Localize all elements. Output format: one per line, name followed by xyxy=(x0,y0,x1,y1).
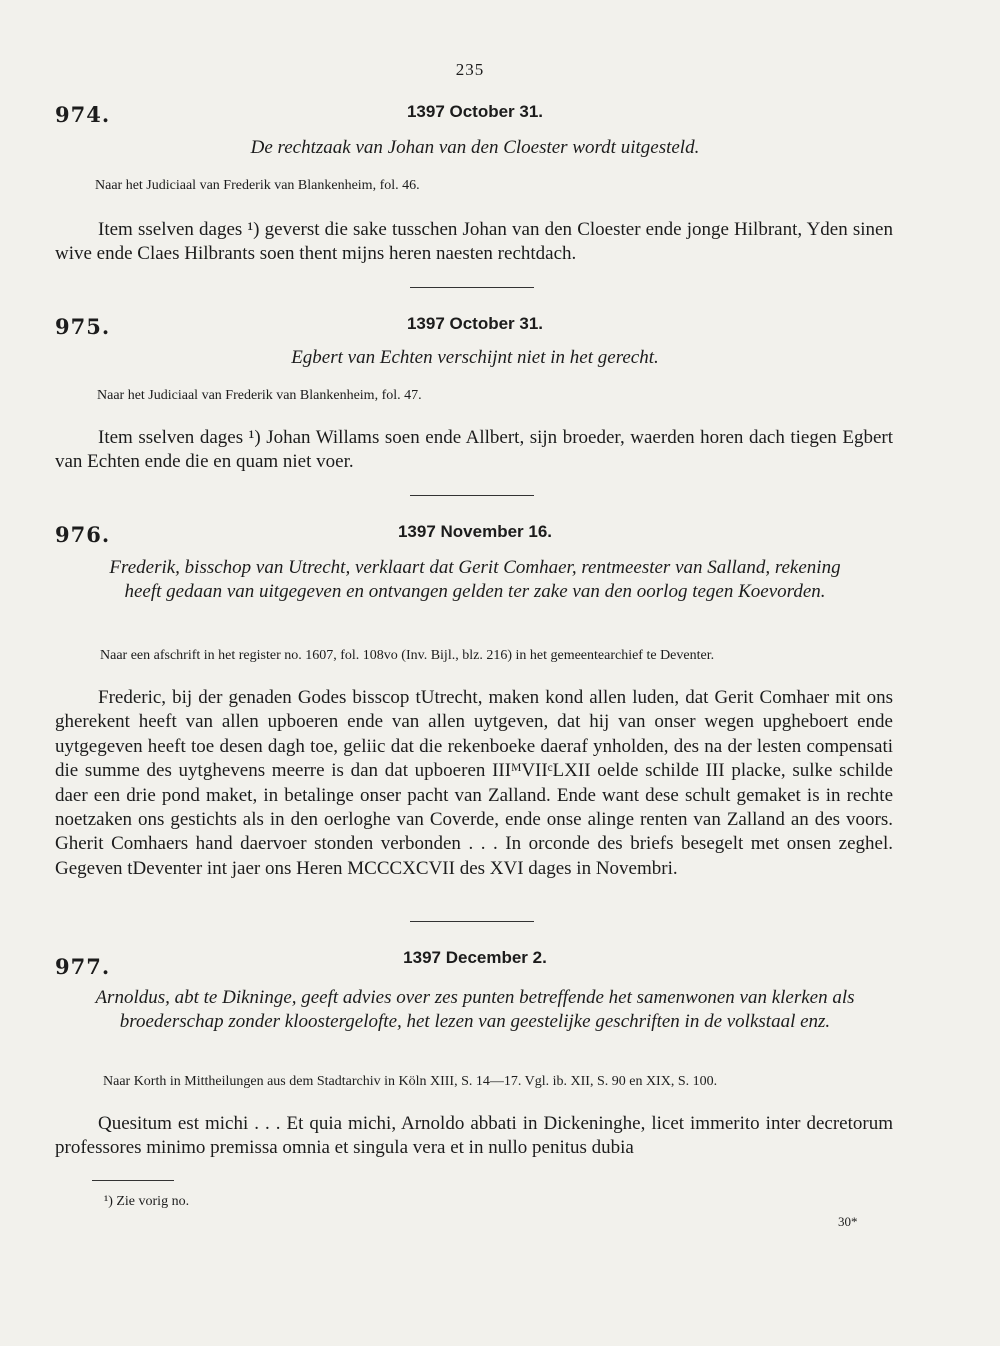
separator-rule xyxy=(410,495,534,496)
entry-date: 1397 November 16. xyxy=(397,522,553,541)
separator-rule xyxy=(410,921,534,922)
footnote: ¹) Zie vorig no. xyxy=(104,1194,190,1209)
entry-date: 1397 December 2. xyxy=(403,948,547,967)
entry-number: 976. xyxy=(55,522,111,547)
entry-number: 974. xyxy=(55,102,111,127)
entry-text-paragraph: Frederic, bij der genaden Godes bisscop tUtrecht, maken kond allen luden, dat Gerit Comhaer mit ons gherekent heeft van allen upboeren ende van allen uytgeven, dat hij van onser wegen upgheboert ende uytgegeven heeft toe desen dagh toe, geliic dat die rekenboeke daeraf ynholden, des na der lesten compensati die summe des uytghevens meerre is dan dat upboeren IIIᴹVIIᶜLXII oelde schilde III placke, sulke schilde daer een drie pond maket, in betalinge onser pacht van Zalland. Ende want dese schult gemaket is in rechte noetzaken ons gestichts als in den oerloghe van Coverde, ende onse alinge renten van Zalland an des voors. Gherit Comhaers hand daervoer stonden verbonden . . . In orconde des briefs besegelt met onsen zeghel. Gegeven tDeventer int jaer ons Heren MCCCXCVII des XVI dages in Novembri. xyxy=(55,687,893,879)
entry-summary: Frederik, bisschop van Utrecht, verklaart dat Gerit Comhaer, rentmeester van Salland, rekening heeft gedaan van uitgegeven en ontvangen gelden ter zake van den oorlog tegen Koevorden. xyxy=(109,557,841,602)
entry-text-paragraph: Item sselven dages ¹) geverst die sake tusschen Johan van den Cloester ende jonge Hilbrant, Yden sinen wive ende Claes Hilbrants soen thent mijns heren naesten rechtdach. xyxy=(55,219,893,265)
page-number: 235 xyxy=(455,60,485,79)
entry-source: Naar Korth in Mittheilungen aus dem Stadtarchiv in Köln XIII, S. 14—17. Vgl. ib. XII, S. 90 en XIX, S. 100. xyxy=(103,1074,718,1089)
footnote-rule xyxy=(92,1180,174,1181)
entry-text-paragraph: Item sselven dages ¹) Johan Willams soen ende Allbert, sijn broeder, waerden horen dach tiegen Egbert van Echten ende die en quam niet voer. xyxy=(55,427,893,473)
entry-source: Naar het Judiciaal van Frederik van Blankenheim, fol. 47. xyxy=(97,388,422,403)
entry-date: 1397 October 31. xyxy=(406,102,544,121)
entry-text xyxy=(55,1112,893,1161)
signature-mark: 30* xyxy=(838,1214,858,1229)
entry-text xyxy=(55,218,893,267)
entry-date: 1397 October 31. xyxy=(406,314,544,333)
entry-source: Naar het Judiciaal van Frederik van Blankenheim, fol. 46. xyxy=(95,178,420,193)
entry-summary: Egbert van Echten verschijnt niet in het gerecht. xyxy=(291,347,659,368)
entry-text xyxy=(55,426,893,475)
entry-summary: Arnoldus, abt te Dikninge, geeft advies over zes punten betreffende het samenwonen van klerken als broederschap zonder kloostergelofte, het lezen van geestelijke geschriften in de volkstaal enz. xyxy=(95,987,855,1032)
separator-rule xyxy=(410,287,534,288)
entry-source: Naar een afschrift in het register no. 1607, fol. 108vo (Inv. Bijl., blz. 216) in het gemeentearchief te Deventer. xyxy=(100,648,715,663)
entry-number: 977. xyxy=(55,954,111,979)
entry-text xyxy=(55,686,893,881)
entry-summary: De rechtzaak van Johan van den Cloester wordt uitgesteld. xyxy=(250,137,700,158)
entry-number: 975. xyxy=(55,314,111,339)
entry-text-paragraph: Quesitum est michi . . . Et quia michi, Arnoldo abbati in Dickeninghe, licet immerito inter decretorum professores minimo premissa omnia et singula vera et in nullo penitus dubia xyxy=(55,1113,893,1159)
